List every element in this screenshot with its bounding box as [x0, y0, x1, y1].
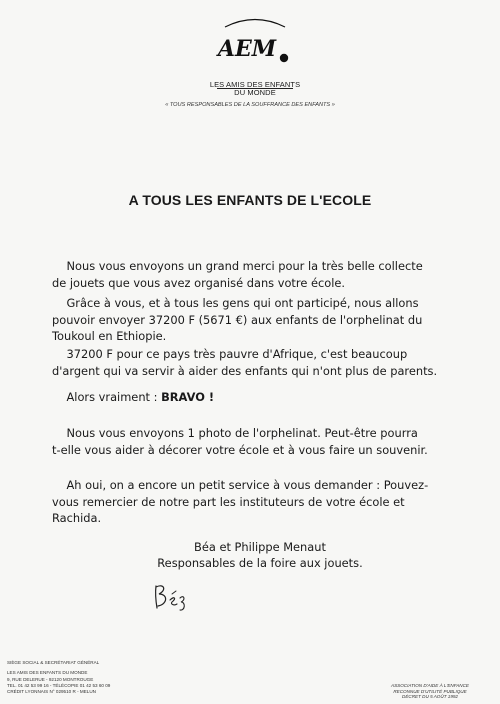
footer-heading: SIÈGE SOCIAL & SECRÉTARIAT GÉNÉRAL	[7, 660, 100, 665]
aem-logo-icon	[205, 14, 305, 70]
letter-title: A TOUS LES ENFANTS DE L'ECOLE	[128, 192, 372, 208]
footer-right-line2: RECONNUE D'UTILITÉ PUBLIQUE	[393, 688, 467, 694]
tagline: « TOUS RESPONSABLES DE LA SOUFFRANCE DES ENFANTS »	[165, 102, 335, 108]
footer-association	[375, 683, 485, 700]
footer-address	[7, 660, 157, 695]
aem-logo	[205, 14, 305, 96]
footer-right-line3: DÉCRET DU 5 AOÛT 1992	[402, 694, 458, 700]
footer-org: LES AMIS DES ENFANTS DU MONDE	[7, 670, 88, 676]
footer-street: 9, RUE DELERUE - 92120 MONTROUGE	[7, 676, 94, 682]
handwritten-signature	[150, 578, 190, 612]
paragraph-donation: Grâce à vous, et à tous les gens qui ont participé, nous allons pouvoir envoyer 37200 F (5671 €) aux enfants de l'orphelinat du Toukoul en Ethiopie.	[52, 296, 423, 343]
footer-bank: CRÉDIT LYONNAIS N° 029510 R - MELUN	[7, 689, 96, 695]
paragraph-request: Ah oui, on a encore un petit service à vous demander : Pouvez- vous remercier de notre part les instituteurs de votre école et Rachida.	[52, 478, 429, 525]
logo-line1: LES AMIS DES ENFANTS	[209, 80, 301, 89]
paragraph-bravo	[52, 389, 214, 406]
paragraph-impact: 37200 F pour ce pays très pauvre d'Afrique, c'est beaucoup d'argent qui va servir à aider des enfants qui n'ont plus de parents.	[52, 347, 438, 378]
bravo-prefix: Alors vraiment :	[52, 390, 162, 404]
paragraph-thanks: Nous vous envoyons un grand merci pour la très belle collecte de jouets que vous avez organisé dans votre école.	[52, 259, 423, 290]
signers: Béa et Philippe Menaut	[194, 540, 326, 554]
logo-mark-text: AEM	[217, 36, 277, 62]
logo-line2: DU MONDE	[234, 88, 276, 97]
signers-role: Responsables de la foire aux jouets.	[157, 556, 363, 570]
footer-right-line1: ASSOCIATION D'AIDE À L'ENFANCE	[391, 683, 469, 688]
footer-phone: TEL. 01 42 53 99 16 - TÉLÉCOPIE 01 42 53 60 09	[7, 682, 111, 688]
bravo-text: BRAVO !	[161, 390, 215, 404]
paragraph-photo: Nous vous envoyons 1 photo de l'orphelinat. Peut-être pourra t-elle vous aider à décorer votre école et à vous faire un souvenir.	[52, 426, 428, 457]
